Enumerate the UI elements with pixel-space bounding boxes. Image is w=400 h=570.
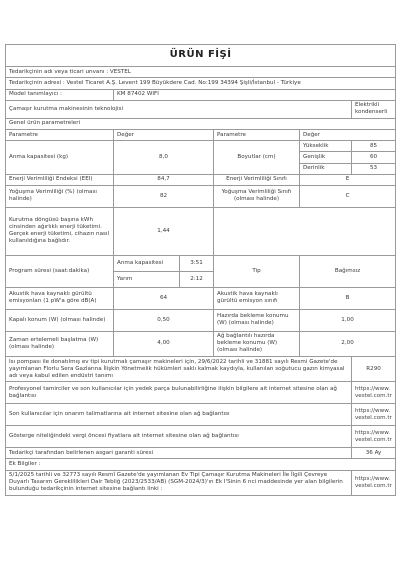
condensation-efficiency-value: 82 (114, 185, 214, 207)
energy-class-value: E (300, 174, 396, 185)
col-value-left: Değer (114, 130, 214, 141)
standby-label: Hazırda bekleme konumu (W) (olması halinde) (214, 309, 300, 331)
height-value: 85 (352, 141, 396, 152)
rated-capacity-duration: 3:51 (180, 255, 214, 271)
supplier-name: Tedarikçinin adı veya ticari unvanı : VESTEL (6, 67, 396, 78)
energy-class-label: Enerji Verimliliği Sınıfı (214, 174, 300, 185)
condensation-class-value: C (300, 185, 396, 207)
energy-per-cycle-label: Kurutma döngüsü başına kWh cinsinden ağırlıklı enerji tüketimi. Gerçek enerji tüketimi, cihazın nasıl kullanıldığına bağlıdır. (6, 207, 114, 255)
eei-label: Enerji Verimliliği Endeksi (EEI) (6, 174, 114, 185)
technology-value: Elektrikli kondenserli (352, 100, 396, 118)
half-label: Yarım (114, 271, 180, 287)
repair-instructions-link[interactable]: https://www.vestel.com.tr (352, 404, 396, 426)
dimensions-label: Boyutlar (cm) (214, 141, 300, 175)
col-parameter-left: Parametre (6, 130, 114, 141)
model-value: KM 87402 WIFI (114, 89, 396, 100)
networked-standby-label: Ağ bağlantılı hazırda bekleme konumu (W) (olması halinde) (214, 331, 300, 356)
standby-value: 1,00 (300, 309, 396, 331)
noise-emission-value: 64 (114, 287, 214, 309)
sheet-title: ÜRÜN FİŞİ (6, 45, 396, 67)
condensation-efficiency-label: Yoğuşma Verimliliği (%) (olması halinde) (6, 185, 114, 207)
half-duration: 2:12 (180, 271, 214, 287)
width-value: 60 (352, 152, 396, 163)
price-info-link[interactable]: https://www.vestel.com.tr (352, 426, 396, 448)
price-info-text: Gösterge niteliğindeki vergi öncesi fiyatlara ait internet sitesine olan ağ bağlantısı (6, 426, 352, 448)
spare-parts-text: Profesyonel tamirciler ve son kullanıcılar için yedek parça bulunabilirliğine ilişkin bilgilere ait internet sitesine olan ağ bağlantısı (6, 382, 352, 404)
eei-value: 84,7 (114, 174, 214, 185)
width-label: Genişlik (300, 152, 352, 163)
warranty-value: 36 Ay (352, 448, 396, 459)
depth-label: Derinlik (300, 163, 352, 174)
program-duration-label: Program süresi (saat:dakika) (6, 255, 114, 287)
warranty-text: Tedarikçi tarafından belirlenen asgari garanti süresi (6, 448, 352, 459)
noise-emission-label: Akustik hava kaynaklı gürültü emisyonları (1 pW'a göre dB(A) (6, 287, 114, 309)
energy-per-cycle-value: 1,44 (114, 207, 214, 255)
regulation-link[interactable]: https://www.vestel.com.tr (352, 470, 396, 495)
model-label: Model tanımlayıcı : (6, 89, 114, 100)
type-value: Bağımsız (300, 255, 396, 287)
general-parameters-header: Genel ürün parametreleri (6, 118, 396, 129)
type-label: Tip (214, 255, 300, 287)
additional-info-label: Ek Bilgiler : (6, 459, 396, 470)
supplier-address: Tedarikçinin adresi : Vestel Ticaret A.Ş. Levent 199 Büyükdere Cad. No:199 34394 Şişli/İstanbul - Türkiye (6, 78, 396, 89)
rated-capacity-short-label: Anma kapasitesi (114, 255, 180, 271)
repair-instructions-text: Son kullanıcılar için onarım talimatlarına ait internet sitesine olan ağ bağlantısı (6, 404, 352, 426)
noise-class-label: Akustik hava kaynaklı gürültü emisyon sınıfı (214, 287, 300, 309)
spare-parts-link[interactable]: https://www.vestel.com.tr (352, 382, 396, 404)
off-mode-label: Kapalı konum (W) (olması halinde) (6, 309, 114, 331)
rated-capacity-value: 8,0 (114, 141, 214, 175)
technology-label: Çamaşır kurutma makinesinin teknolojisi (6, 100, 352, 118)
height-label: Yükseklik (300, 141, 352, 152)
heat-pump-text: Isı pompası ile donatılmış ev tipi kurutmalı çamaşır makineleri için, 29/6/2022 tarihli ve 31881 sayılı Resmi Gazete'de yayımlanan Florlu Sera Gazlarına İlişkin Yönetmelik hükümleri saklı kalmak kaydıyla, kullanılan soğutucu gazın kimyasal adı veya kabul edilen endüstri tanımı (6, 357, 352, 382)
networked-standby-value: 2,00 (300, 331, 396, 356)
delay-start-value: 4,00 (114, 331, 214, 356)
heat-pump-value: R290 (352, 357, 396, 382)
col-value-right: Değer (300, 130, 396, 141)
energy-per-cycle-empty (214, 207, 396, 255)
col-parameter-right: Parametre (214, 130, 300, 141)
regulation-text: 5/1/2025 tarihli ve 32773 sayılı Resmî Gazete'de yayımlanan Ev Tipi Çamaşır Kurutma Makineleri İle İlgili Çevreye Duyarlı Tasarım Gereklilikleri Dair Tebliğ (2023/2533/AB) (SGM-2024/3)'ın Ek I'Sinin 6 nci maddesinde yer alan bilgilerin bulunduğu tedarikçinin internet sitesine bağlantı linki : (6, 470, 352, 495)
rated-capacity-label: Anma kapasitesi (kg) (6, 141, 114, 175)
off-mode-value: 0,50 (114, 309, 214, 331)
product-info-sheet (5, 44, 396, 496)
delay-start-label: Zaman ertelemeli başlatma (W) (olması halinde) (6, 331, 114, 356)
depth-value: 53 (352, 163, 396, 174)
noise-class-value: B (300, 287, 396, 309)
condensation-class-label: Yoğuşma Verimliliği Sınıfı (olması halinde) (214, 185, 300, 207)
